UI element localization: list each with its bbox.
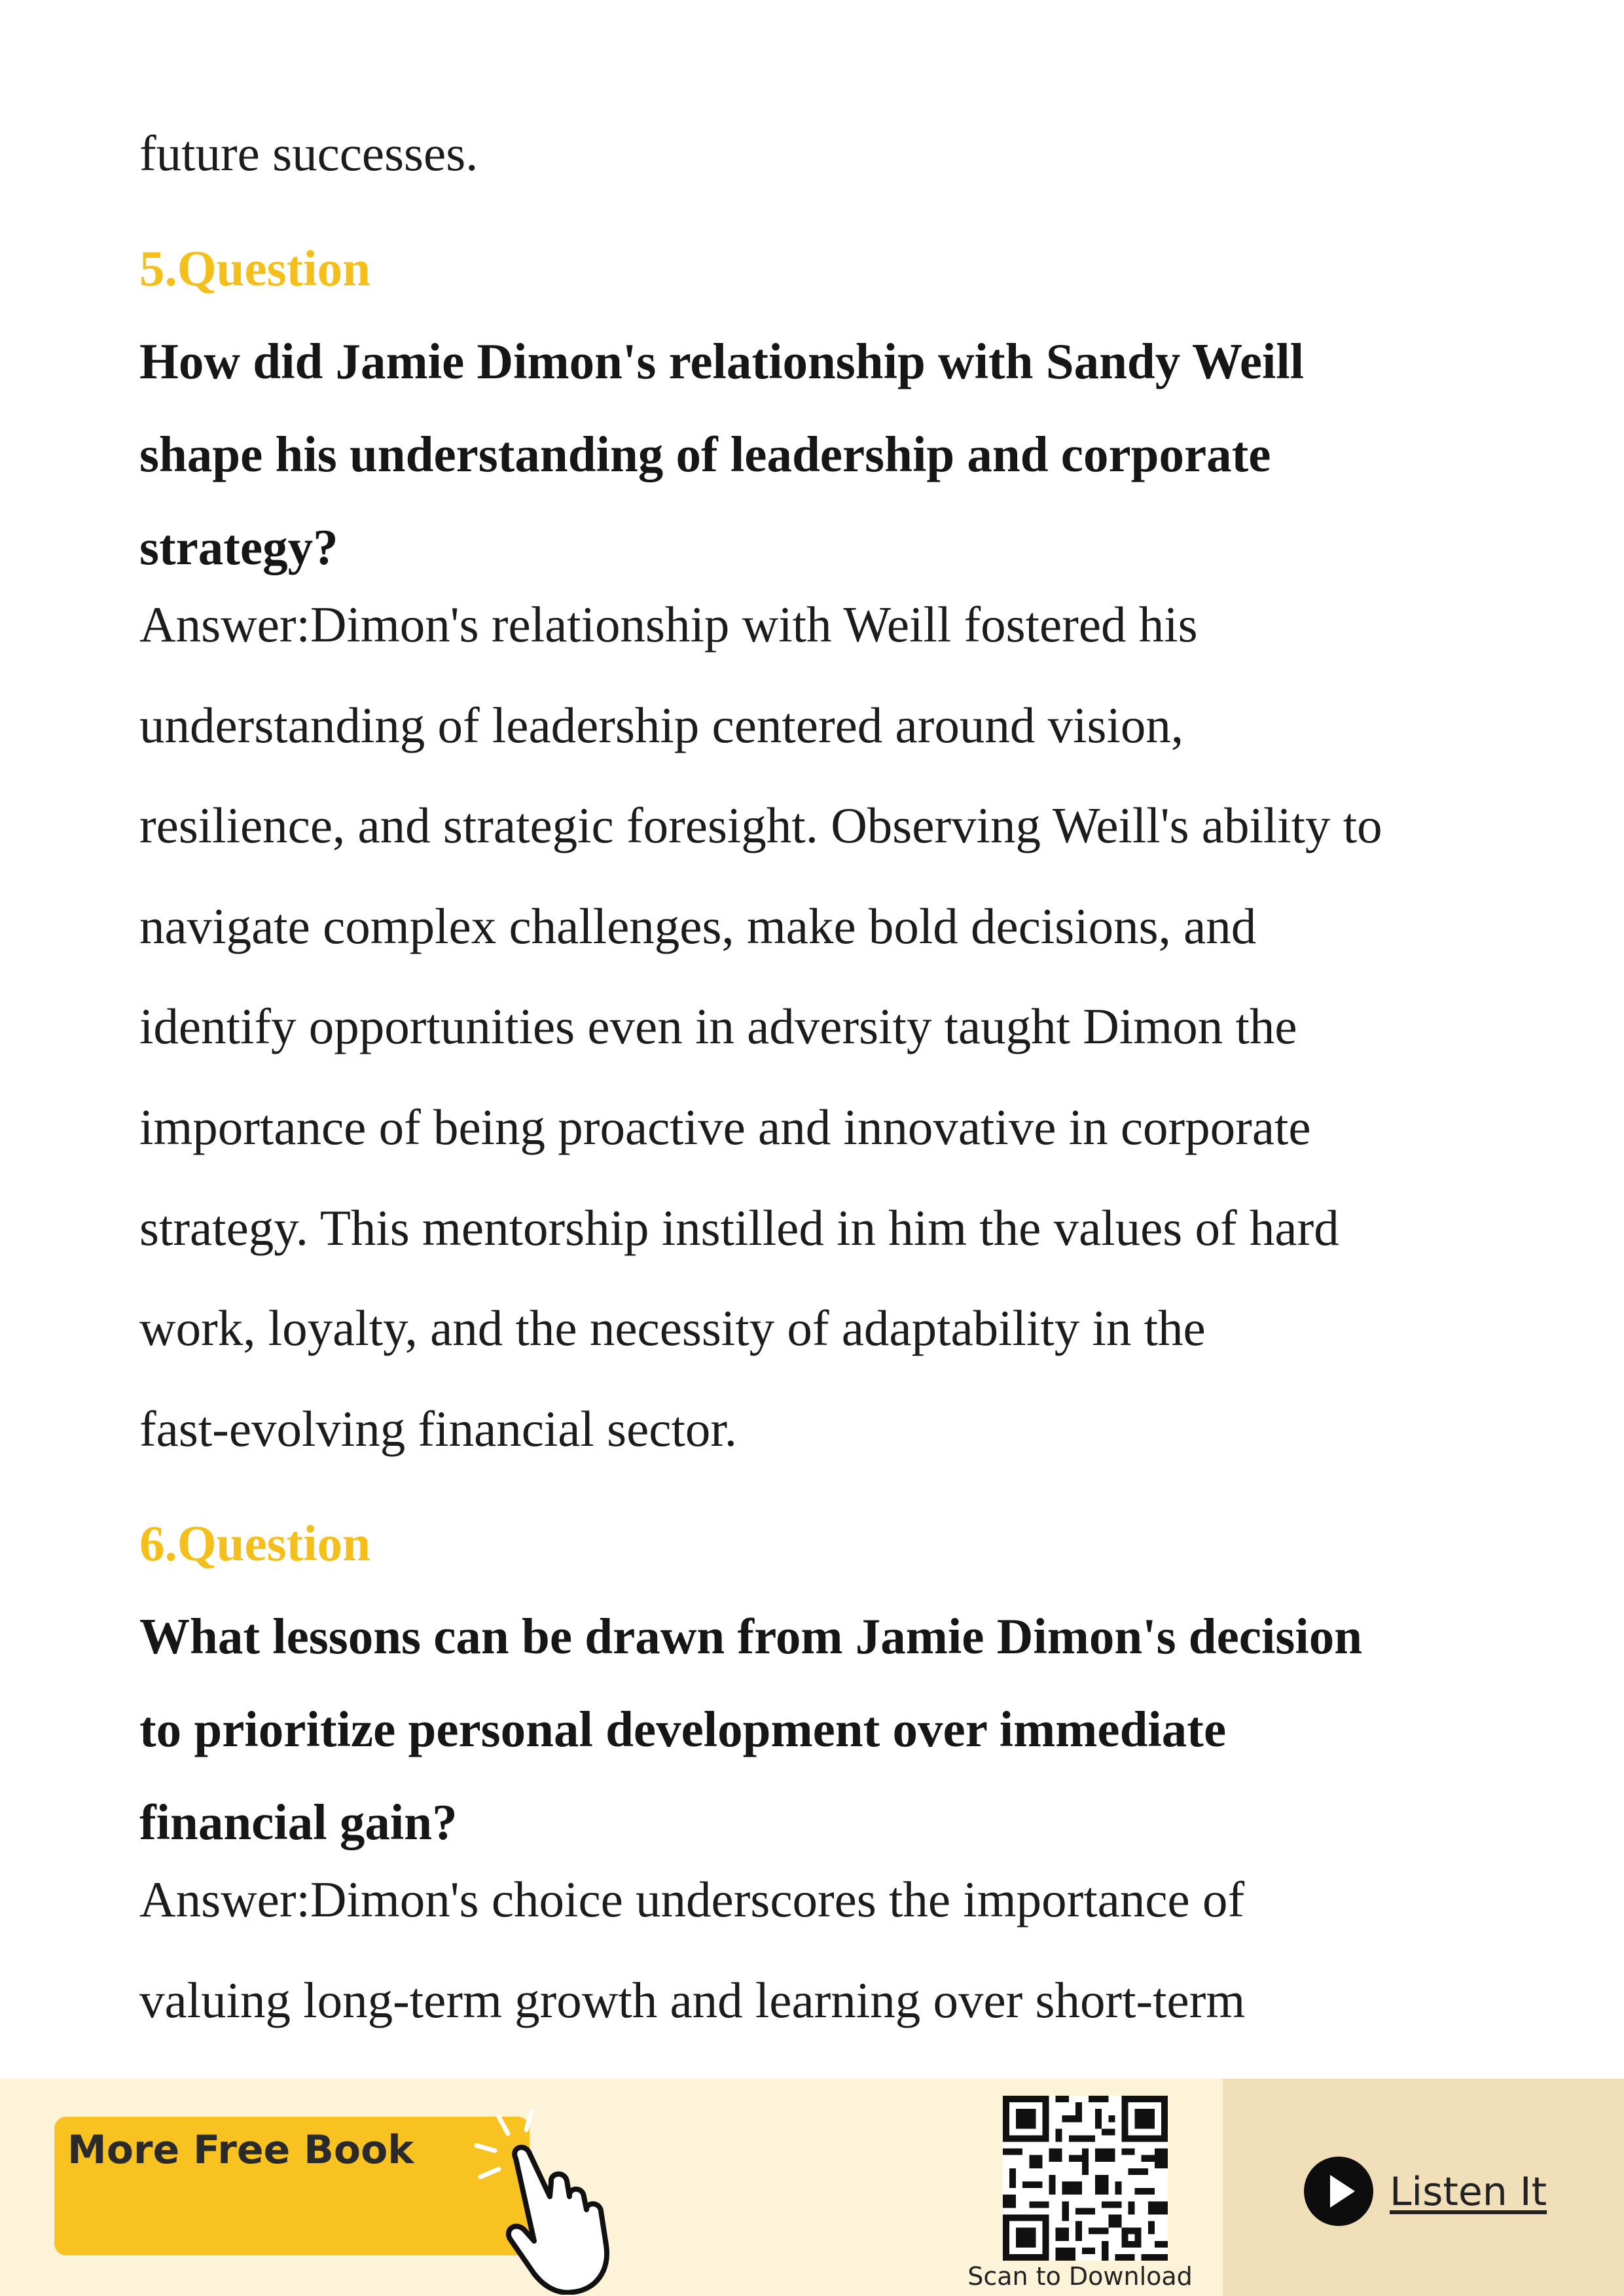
answer-6-line-2: valuing long-term growth and learning over short-term xyxy=(139,1972,1246,2028)
answer-5-line-7: strategy. This mentorship instilled in him the values of hard xyxy=(139,1200,1339,1256)
question-5-line-3: strategy? xyxy=(139,519,338,575)
answer-5-line-3: resilience, and strategic foresight. Observing Weill's ability to xyxy=(139,797,1382,853)
play-icon[interactable] xyxy=(1303,2155,1375,2227)
question-5-line-2: shape his understanding of leadership and corporate xyxy=(139,426,1271,482)
answer-5-line-5: identify opportunities even in adversity taught Dimon the xyxy=(139,998,1297,1054)
listen-it-link[interactable]: Listen It xyxy=(1390,2169,1547,2215)
answer-5-line-8: work, loyalty, and the necessity of adaptability in the xyxy=(139,1300,1206,1356)
question-6-line-2: to prioritize personal development over immediate xyxy=(139,1701,1227,1757)
more-free-book-label[interactable]: More Free Book xyxy=(67,2127,414,2173)
question-6-label: 6.Question xyxy=(139,1515,370,1571)
question-6-line-3: financial gain? xyxy=(139,1794,458,1850)
answer-5-line-4: navigate complex challenges, make bold decisions, and xyxy=(139,898,1257,954)
pointing-hand-icon xyxy=(458,2105,628,2295)
footer-banner xyxy=(0,2079,1624,2296)
question-6-line-1: What lessons can be drawn from Jamie Dimon's decision xyxy=(139,1608,1363,1664)
scan-to-download-label: Scan to Download xyxy=(967,2262,1193,2291)
footer-right-panel[interactable] xyxy=(1223,2079,1624,2296)
answer-5-line-9: fast-evolving financial sector. xyxy=(139,1401,737,1457)
question-5-line-1: How did Jamie Dimon's relationship with Sandy Weill xyxy=(139,333,1305,389)
answer-5-line-1: Answer:Dimon's relationship with Weill fostered his xyxy=(139,596,1198,653)
intro-line: future successes. xyxy=(139,125,478,181)
question-5-label: 5.Question xyxy=(139,240,370,296)
qr-code-icon[interactable] xyxy=(1003,2096,1168,2261)
answer-6-line-1: Answer:Dimon's choice underscores the importance of xyxy=(139,1871,1245,1928)
answer-5-line-2: understanding of leadership centered around vision, xyxy=(139,697,1184,753)
footer-left-panel xyxy=(0,2079,1223,2296)
answer-5-line-6: importance of being proactive and innovative in corporate xyxy=(139,1099,1311,1155)
